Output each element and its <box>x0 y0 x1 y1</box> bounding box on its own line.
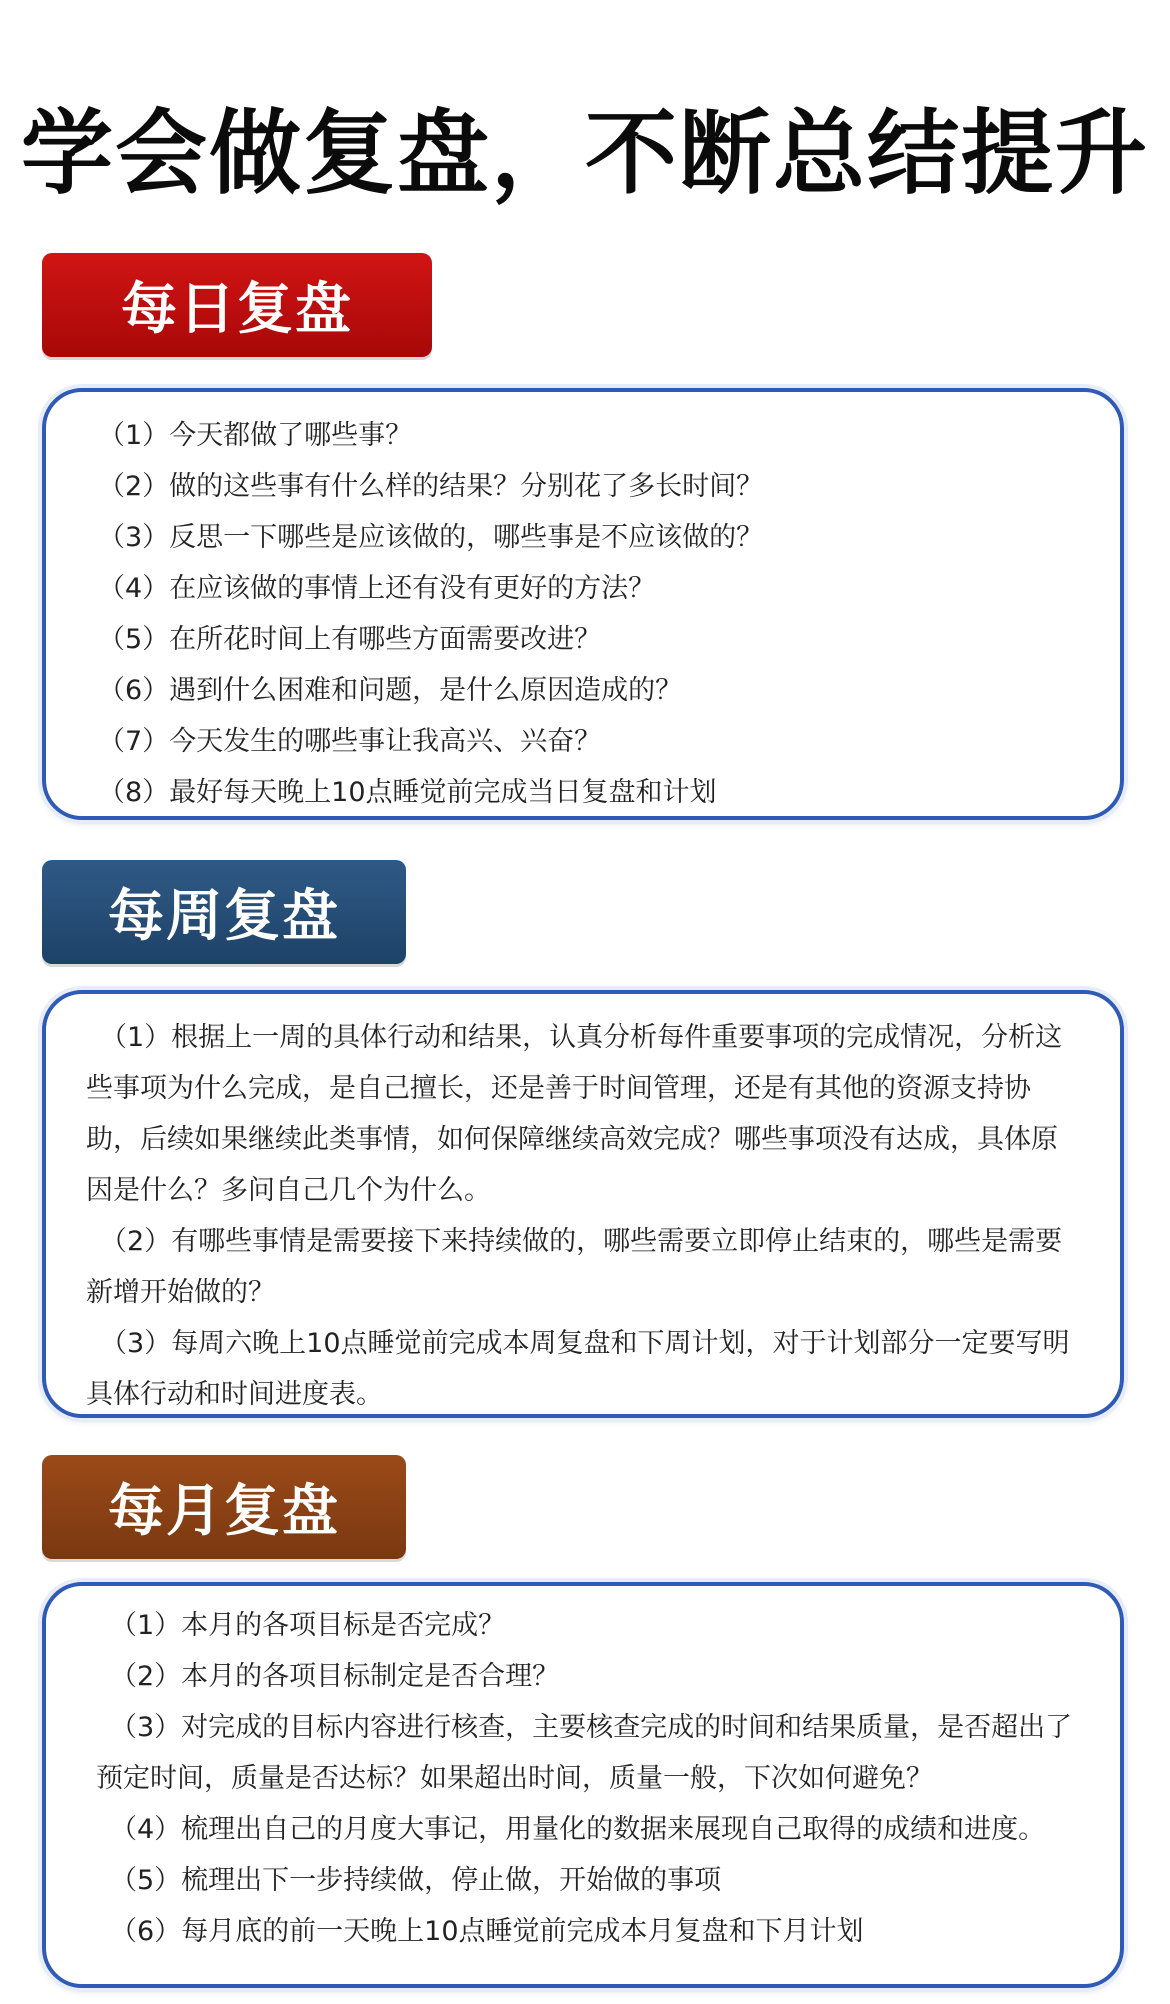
list-item: （3）对完成的目标内容进行核查，主要核查完成的时间和结果质量，是否超出了预定时间，质量是否达标？如果超出时间，质量一般，下次如何避免？ <box>96 1712 1073 1794</box>
list-item: （2）做的这些事有什么样的结果？分别花了多长时间？ <box>98 471 764 502</box>
monthly-review-card <box>42 1582 1124 1988</box>
daily-review-card <box>42 388 1124 820</box>
list-item: （2）本月的各项目标制定是否合理？ <box>110 1661 560 1692</box>
list-item: （3）反思一下哪些是应该做的，哪些事是不应该做的？ <box>98 522 764 553</box>
daily-review-label: 每日复盘 <box>42 253 432 357</box>
list-item: （5）梳理出下一步持续做，停止做，开始做的事项 <box>110 1865 722 1896</box>
page-title: 学会做复盘，不断总结提升 <box>20 100 1149 207</box>
monthly-review-label: 每月复盘 <box>42 1455 406 1559</box>
list-item: （6）每月底的前一天晚上10点睡觉前完成本月复盘和下月计划 <box>110 1916 864 1947</box>
list-item: （5）在所花时间上有哪些方面需要改进？ <box>98 624 602 655</box>
weekly-review-card <box>42 990 1124 1418</box>
weekly-review-label: 每周复盘 <box>42 860 406 964</box>
list-item: （1）根据上一周的具体行动和结果，认真分析每件重要事项的完成情况，分析这些事项为什么完成，是自己擅长，还是善于时间管理，还是有其他的资源支持协助，后续如果继续此类事情，如何保障继续高效完成？哪些事项没有达成，具体原因是什么？多问自己几个为什么。 <box>86 1022 1063 1206</box>
list-item: （4）在应该做的事情上还有没有更好的方法？ <box>98 573 656 604</box>
list-item: （2）有哪些事情是需要接下来持续做的，哪些需要立即停止结束的，哪些是需要新增开始做的？ <box>86 1226 1063 1308</box>
list-item: （6）遇到什么困难和问题，是什么原因造成的？ <box>98 675 683 706</box>
list-item: （3）每周六晚上10点睡觉前完成本周复盘和下周计划，对于计划部分一定要写明具体行动和时间进度表。 <box>86 1328 1070 1410</box>
list-item: （7）今天发生的哪些事让我高兴、兴奋？ <box>98 726 602 757</box>
list-item: （1）本月的各项目标是否完成？ <box>110 1610 506 1641</box>
list-item: （8）最好每天晚上10点睡觉前完成当日复盘和计划 <box>98 777 717 808</box>
list-item: （1）今天都做了哪些事？ <box>98 420 413 451</box>
list-item: （4）梳理出自己的月度大事记，用量化的数据来展现自己取得的成绩和进度。 <box>110 1814 1046 1845</box>
